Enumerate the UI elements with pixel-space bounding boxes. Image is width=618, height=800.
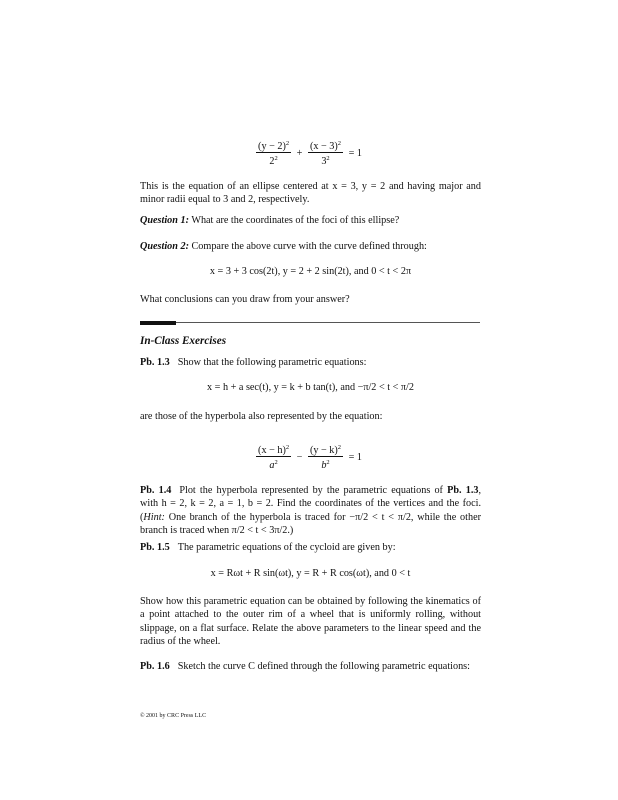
problem-label: Pb. 1.4 [140,485,172,496]
problem-1-5-continuation: Show how this parametric equation can be obtained by following the kinematics of a point attached to the outer rim of a wheel that is uniformly rolling, without slippage, on a flat surface. Relate the above parameters to the linear speed and the radius of the wheel. [140,596,481,647]
problem-text: The parametric equations of the cycloid are given by: [177,542,396,553]
exponent: 2 [337,140,342,147]
question-2-label: Question 2: [140,241,189,252]
exponent: 2 [326,459,330,466]
section-heading: In-Class Exercises [140,335,227,347]
section-divider-accent [140,321,176,325]
problem-text: Show that the following parametric equations: [177,357,367,368]
exponent: 2 [274,155,278,162]
problem-text: , with h = 2, k = 2, a = 1, b = 2. Find the coordinates of the vertices and the foci. ( [140,485,482,523]
problem-1-3 [140,356,481,369]
ellipse-equation [140,138,481,168]
problem-reference: Pb. 1.3 [447,485,479,496]
problem-1-6 [140,660,481,673]
numerator-2: (x − 3) [309,141,338,152]
question-2-text: Compare the above curve with the curve defined through: [188,241,427,252]
ellipse-description: This is the equation of an ellipse centered at x = 3, y = 2 and having major and minor radii equal to 3 and 2, respectively. [140,181,481,206]
problem-label: Pb. 1.3 [140,357,170,368]
denominator-1: a [269,460,275,471]
problem-1-3-continuation: are those of the hyperbola also represented by the equation: [140,411,383,422]
numerator-1: (x − h) [258,445,286,456]
problem-text: Sketch the curve C defined through the following parametric equations: [177,661,470,672]
problem-text: One branch of the hyperbola is traced for −π/2 < t < π/2, while the other branch is traced when π/2 < t < 3π/2.) [140,511,481,536]
fraction-2 [308,442,343,472]
exponent: 2 [274,459,278,466]
exponent: 2 [337,444,342,451]
exponent: 2 [326,155,330,162]
equals-one: = 1 [348,147,362,159]
problem-label: Pb. 1.6 [140,661,170,672]
exponent: 2 [285,444,290,451]
fraction-1 [256,138,291,168]
question-2 [140,240,481,253]
hint-label: Hint: [143,511,165,523]
fraction-2 [308,138,343,168]
copyright-footer: © 2001 by CRC Press LLC [140,713,207,719]
plus-operator: + [296,147,303,159]
denominator-1: 2 [269,156,275,167]
denominator-2: b [321,460,327,471]
problem-1-4 [140,484,481,537]
conclusion-question: What conclusions can you draw from your answer? [140,294,350,305]
question-1-label: Question 1: [140,215,189,226]
problem-text: Plot the hyperbola represented by the parametric equations of [179,485,448,496]
section-divider [140,322,480,323]
minus-operator: − [296,451,303,463]
fraction-1 [256,442,291,472]
exponent: 2 [285,140,290,147]
numerator-1: (y − 2) [258,141,286,152]
problem-1-5 [140,541,481,554]
question-1-text: What are the coordinates of the foci of this ellipse? [188,215,400,226]
numerator-2: (y − k) [309,445,338,456]
parametric-equation-ellipse: x = 3 + 3 cos(2t), y = 2 + 2 sin(2t), and 0 < t < 2π [209,266,412,277]
hyperbola-parametric-equation: x = h + a sec(t), y = k + b tan(t), and −π/2 < t < π/2 [207,382,414,393]
equals-one: = 1 [348,451,362,463]
cycloid-equation: x = Rωt + R sin(ωt), y = R + R cos(ωt), and 0 < t [210,568,411,579]
problem-label: Pb. 1.5 [140,542,170,553]
denominator-2: 3 [321,156,327,167]
question-1 [140,214,481,227]
hyperbola-equation [140,442,481,472]
